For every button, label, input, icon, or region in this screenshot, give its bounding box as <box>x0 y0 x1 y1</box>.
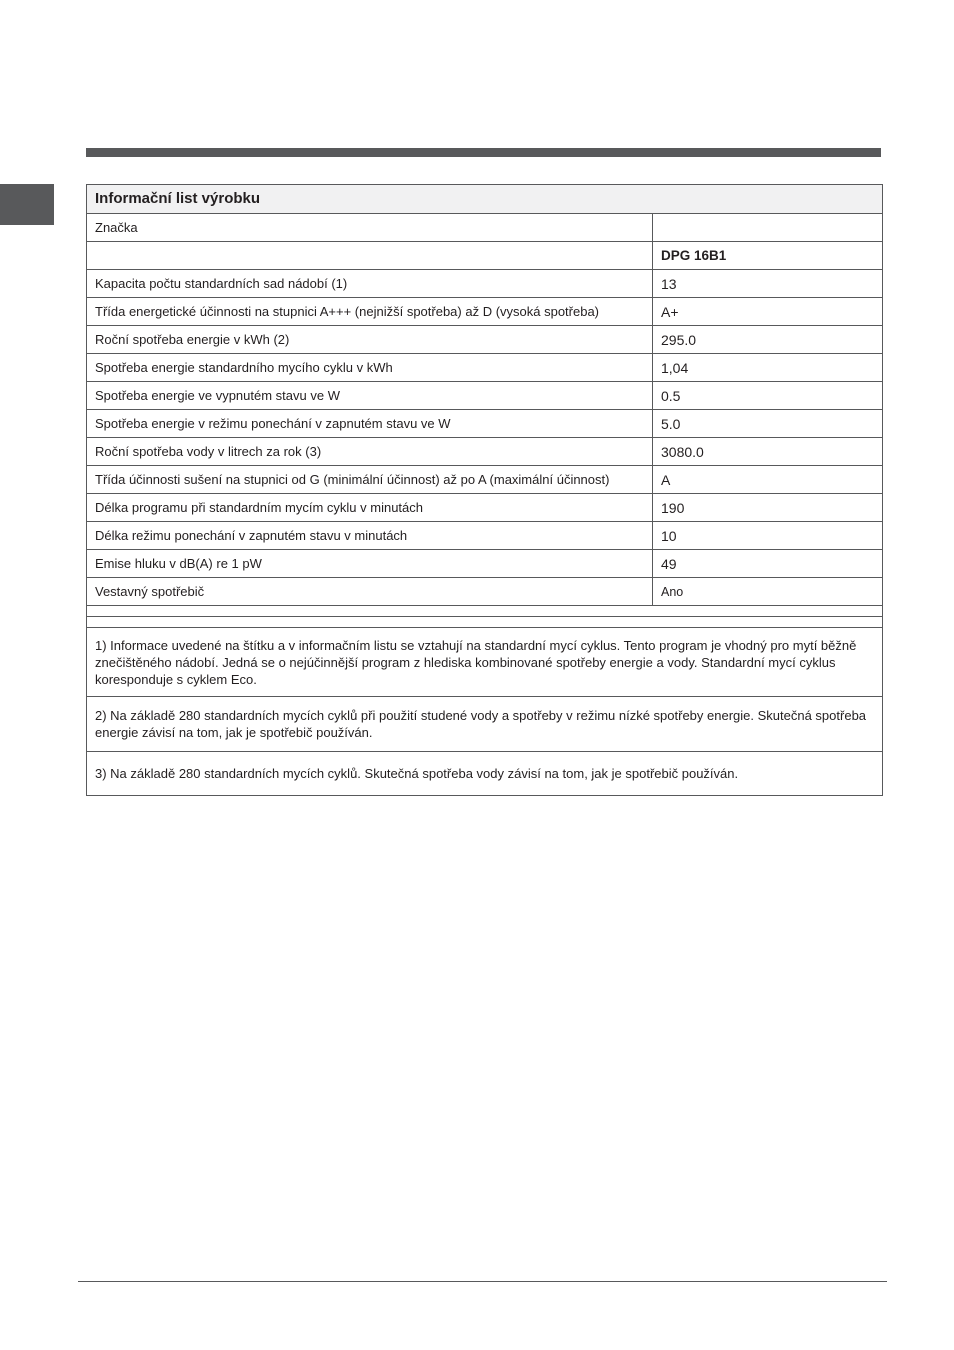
table-row <box>87 410 883 438</box>
row-label: Spotřeba energie ve vypnutém stavu ve W <box>87 382 653 410</box>
footnote-1: 1) Informace uvedené na štítku a v informačním listu se vztahují na standardní mycí cyklus. Tento program je vhodný pro mytí běžně znečištěného nádobí. Jedná se o nejúčinnější program z hlediska kombinované spotřeby energie a vody. Standardní mycí cyklus koresponduje s cyklem Eco. <box>87 628 883 697</box>
row-value: 49 <box>653 550 883 578</box>
row-label: Spotřeba energie v režimu ponechání v zapnutém stavu ve W <box>87 410 653 438</box>
row-label: Vestavný spotřebič <box>87 578 653 606</box>
row-value: Ano <box>653 578 883 606</box>
table-row <box>87 578 883 606</box>
footer-divider-line <box>78 1281 887 1282</box>
brand-value <box>653 214 883 242</box>
table-row <box>87 550 883 578</box>
model-row <box>87 242 883 270</box>
footnote-row <box>87 752 883 796</box>
row-value: 1,04 <box>653 354 883 382</box>
brand-row <box>87 214 883 242</box>
row-value: 3080.0 <box>653 438 883 466</box>
row-value: 5.0 <box>653 410 883 438</box>
product-info-table <box>86 184 883 796</box>
row-label: Délka programu při standardním mycím cyklu v minutách <box>87 494 653 522</box>
table-row <box>87 298 883 326</box>
table-title: Informační list výrobku <box>87 185 883 214</box>
row-value: 190 <box>653 494 883 522</box>
row-value: 295.0 <box>653 326 883 354</box>
spacer-row <box>87 606 883 617</box>
row-label: Délka režimu ponechání v zapnutém stavu v minutách <box>87 522 653 550</box>
row-value: 13 <box>653 270 883 298</box>
top-divider-bar <box>86 148 881 157</box>
table-row <box>87 354 883 382</box>
spacer-row <box>87 617 883 628</box>
row-value: A+ <box>653 298 883 326</box>
row-label: Třída energetické účinnosti na stupnici A+++ (nejnižší spotřeba) až D (vysoká spotřeba) <box>87 298 653 326</box>
brand-label: Značka <box>87 214 653 242</box>
row-label: Třída účinnosti sušení na stupnici od G (minimální účinnost) až po A (maximální účinnost) <box>87 466 653 494</box>
row-value: 0.5 <box>653 382 883 410</box>
model-label <box>87 242 653 270</box>
footnote-row <box>87 697 883 752</box>
table-header-row <box>87 185 883 214</box>
table-row <box>87 466 883 494</box>
row-label: Spotřeba energie standardního mycího cyklu v kWh <box>87 354 653 382</box>
table-row <box>87 270 883 298</box>
side-language-tab <box>0 184 54 225</box>
row-value: A <box>653 466 883 494</box>
table-row <box>87 382 883 410</box>
footnote-3: 3) Na základě 280 standardních mycích cyklů. Skutečná spotřeba vody závisí na tom, jak je spotřebič používán. <box>87 752 883 796</box>
model-value: DPG 16B1 <box>653 242 883 270</box>
row-label: Kapacita počtu standardních sad nádobí (1) <box>87 270 653 298</box>
footnote-row <box>87 628 883 697</box>
footnote-2: 2) Na základě 280 standardních mycích cyklů při použití studené vody a spotřeby v režimu nízké spotřeby energie. Skutečná spotřeba energie závisí na tom, jak je spotřebič používán. <box>87 697 883 752</box>
row-label: Roční spotřeba energie v kWh (2) <box>87 326 653 354</box>
table-row <box>87 494 883 522</box>
row-value: 10 <box>653 522 883 550</box>
row-label: Roční spotřeba vody v litrech za rok (3) <box>87 438 653 466</box>
table-row <box>87 326 883 354</box>
row-label: Emise hluku v dB(A) re 1 pW <box>87 550 653 578</box>
table-row <box>87 522 883 550</box>
table-row <box>87 438 883 466</box>
